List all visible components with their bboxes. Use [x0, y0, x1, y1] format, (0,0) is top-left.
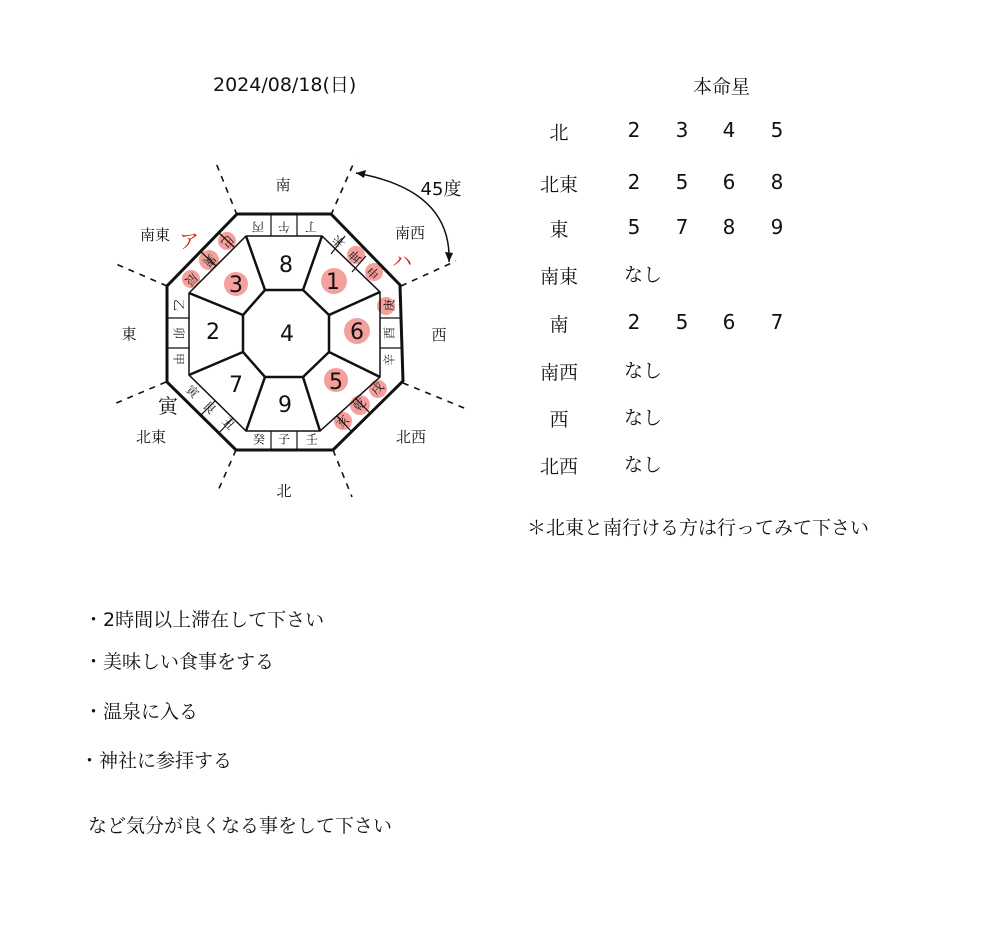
sector-char: 庚 [382, 298, 397, 312]
table-direction-label: 南西 [539, 362, 578, 384]
direction-label-east: 東 [121, 325, 137, 343]
sector-char: 丑 [219, 414, 238, 433]
table-star-number: 6 [722, 310, 736, 334]
number-north: 9 [278, 393, 292, 418]
sector-char: 艮 [200, 398, 219, 417]
sector-char: 壬 [305, 432, 319, 447]
table-star-number: 9 [770, 215, 784, 239]
direction-label-northeast: 北東 [135, 428, 167, 446]
arrow-head-icon [445, 252, 453, 262]
table-direction-label: 南東 [539, 266, 578, 288]
marker-ha: ハ [392, 249, 412, 273]
advice-item: ・美味しい食事をする [84, 651, 275, 673]
table-star-number: 5 [675, 170, 689, 194]
table-direction-label: 北西 [539, 456, 578, 478]
direction-diagram [0, 0, 520, 520]
advice-item: ・2時間以上滞在して下さい [84, 609, 325, 631]
direction-label-west: 西 [431, 326, 447, 344]
table-direction-label: 北 [549, 122, 569, 144]
sector-char: 甲 [171, 352, 186, 366]
number-southwest: 1 [326, 270, 340, 295]
sector-char: 子 [277, 432, 291, 447]
table-star-number: 7 [675, 215, 689, 239]
number-east: 2 [206, 320, 220, 345]
sector-char: 巳 [218, 232, 237, 251]
table-title: 本命星 [693, 76, 751, 98]
number-south: 8 [279, 253, 293, 278]
closing-text: など気分が良くなる事をして下さい [88, 815, 393, 837]
table-direction-label: 北東 [539, 174, 578, 196]
table-none-text: なし [624, 360, 663, 382]
table-star-number: 3 [675, 118, 689, 142]
sector-char: 申 [364, 263, 383, 282]
table-star-number: 2 [627, 118, 641, 142]
sector-char: 癸 [252, 432, 266, 447]
table-star-number: 2 [627, 310, 641, 334]
table-none-text: なし [624, 407, 663, 429]
table-star-number: 7 [770, 310, 784, 334]
sector-char: 酉 [382, 326, 397, 340]
advice-item: ・温泉に入る [84, 701, 199, 723]
sector-char: 卯 [171, 326, 186, 340]
marker-a: ア [179, 229, 199, 253]
direction-label-southwest: 南西 [394, 224, 426, 242]
sector-char: 亥 [333, 412, 352, 431]
table-direction-label: 南 [549, 314, 569, 336]
number-southeast: 3 [229, 273, 243, 298]
direction-label-southeast: 南東 [139, 226, 171, 244]
advice-item: ・神社に参拝する [80, 750, 233, 772]
number-northeast: 7 [229, 373, 243, 398]
table-star-number: 5 [675, 310, 689, 334]
direction-label-northwest: 北西 [395, 428, 427, 446]
sector-char: 巽 [200, 251, 219, 270]
direction-label-north: 北 [276, 482, 292, 500]
table-direction-label: 西 [549, 409, 569, 431]
table-star-number: 5 [770, 118, 784, 142]
sector-char: 戌 [368, 379, 387, 398]
table-star-number: 5 [627, 215, 641, 239]
sector-char: 坤 [346, 247, 365, 266]
note-text: ＊北東と南行ける方は行ってみて下さい [527, 517, 870, 539]
number-center: 4 [280, 322, 294, 347]
sector-char: 辰 [182, 270, 201, 289]
table-none-text: なし [624, 454, 663, 476]
sector-char: 寅 [183, 382, 202, 401]
sector-char: 辛 [382, 353, 397, 367]
date-title: 2024/08/18(日) [213, 74, 357, 96]
table-star-number: 4 [722, 118, 736, 142]
sector-char: 丁 [304, 219, 318, 234]
sector-char: 乙 [171, 298, 186, 312]
table-star-number: 8 [722, 215, 736, 239]
table-direction-label: 東 [549, 219, 569, 241]
table-star-number: 6 [722, 170, 736, 194]
table-star-number: 2 [627, 170, 641, 194]
table-star-number: 8 [770, 170, 784, 194]
number-west: 6 [350, 320, 364, 345]
sector-char: 丙 [251, 219, 265, 234]
angle-label: 45度 [420, 179, 462, 200]
sector-char: 午 [277, 219, 291, 234]
direction-label-south: 南 [275, 176, 291, 194]
sector-char: 未 [329, 232, 348, 251]
table-none-text: なし [624, 264, 663, 286]
number-northwest: 5 [329, 370, 343, 395]
sector-char: 乾 [350, 395, 369, 414]
marker-tora: 寅 [158, 394, 178, 418]
